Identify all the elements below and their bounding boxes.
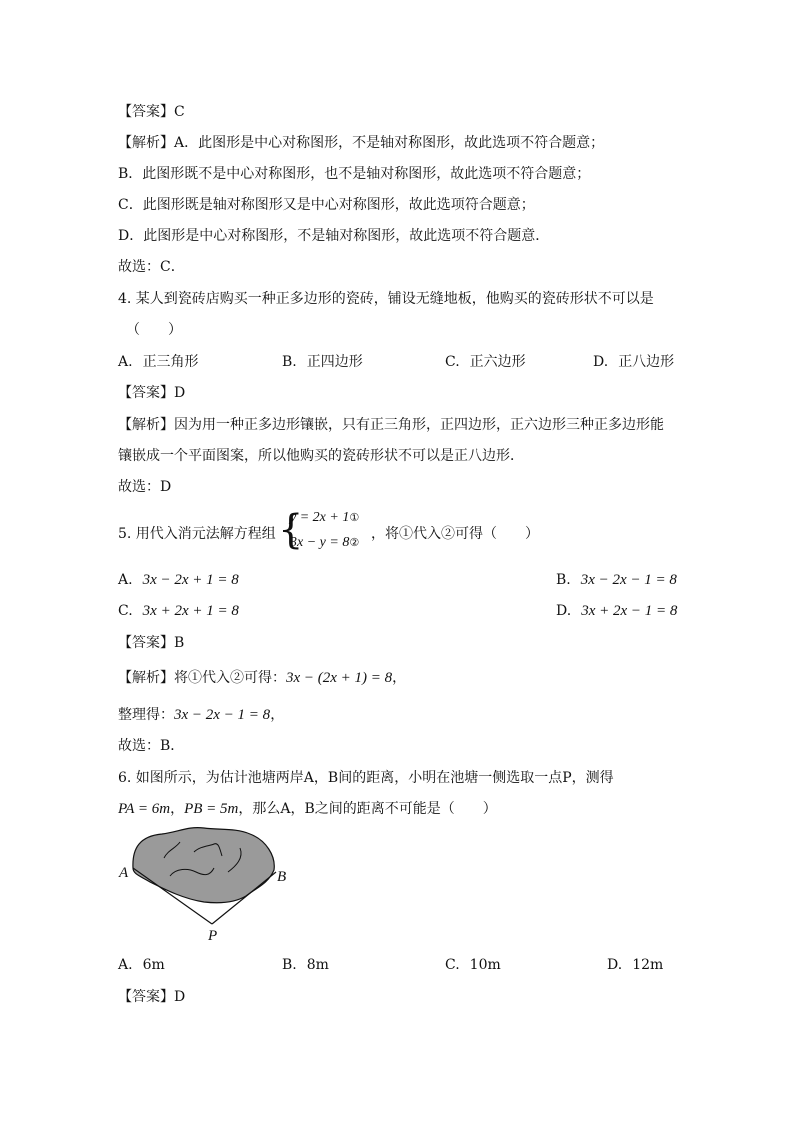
option-label: B. [282,957,297,973]
option-equation: 3x − 2x + 1 = 8 [142,572,239,588]
simplify-suffix: ， [270,707,285,723]
q6-stem-1: 6. 如图所示，为估计池塘两岸A，B间的距离，小明在池塘一侧选取一点P，测得 [118,770,614,786]
label-a: A [119,865,129,881]
q6-option-c [445,956,501,974]
q6-option-a [118,956,165,974]
q4-choose: 故选：D [118,479,172,495]
q4-paren: （ ） [126,322,182,338]
analysis-suffix: ， [392,670,407,686]
option-text: 10m [469,957,501,973]
option-label: A. [118,354,133,370]
option-label: D. [607,957,623,973]
label-b: B [277,869,287,885]
option-equation: 3x + 2x − 1 = 8 [581,603,678,619]
option-label: B. [556,572,571,588]
option-label: A. [118,572,133,588]
simplify-equation: 3x − 2x − 1 = 8 [174,707,271,723]
q3-analysis-a: 【解析】A．此图形是中心对称图形，不是轴对称图形，故此选项不符合题意； [118,135,605,151]
pa-equation: PA = 6m [118,801,171,817]
q6-option-d [607,956,663,974]
option-label: C. [445,957,460,973]
option-text: 正六边形 [469,354,526,370]
q6-answer: 【答案】D [118,989,186,1005]
option-label: C. [118,603,133,619]
label-p: P [208,928,218,944]
option-label: D. [593,354,609,370]
q6-option-b [282,956,329,974]
q3-choose: 故选：C． [118,259,185,275]
option-label: D. [556,603,572,619]
simplify-prefix: 整理得： [118,707,174,723]
option-equation: 3x + 2x + 1 = 8 [142,603,239,619]
option-text: 正四边形 [306,354,363,370]
option-text: 正三角形 [142,354,199,370]
stem-separator: ， [170,801,185,817]
circled-number: ① [349,511,360,524]
q4-answer: 【答案】D [118,385,186,401]
option-label: C. [445,354,460,370]
q4-stem: 4. 某人到瓷砖店购买一种正多边形的瓷砖，铺设无缝地板，他购买的瓷砖形状不可以是 [118,291,654,307]
q4-analysis-1: 【解析】因为用一种正多边形镶嵌，只有正三角形，正四边形，正六边形三种正多边形能 [118,417,664,433]
stem-tail: ，那么A，B之间的距离不可能是（ ） [238,801,497,817]
option-text: 正八边形 [618,354,675,370]
analysis-equation: 3x − (2x + 1) = 8 [286,670,393,686]
option-text: 12m [632,957,664,973]
q5-choose: 故选：B． [118,738,185,754]
q3-analysis-b: B．此图形既不是中心对称图形，也不是轴对称图形，故此选项不符合题意； [118,166,591,182]
equation-brace: { [278,507,304,553]
q5-stem-prefix: 5. 用代入消元法解方程组 [118,526,276,542]
analysis-prefix: 【解析】将①代入②可得： [118,670,286,686]
option-text: 8m [306,957,329,973]
q5-answer: 【答案】B [118,635,185,651]
option-equation: 3x − 2x − 1 = 8 [580,572,677,588]
option-label: B. [282,354,297,370]
q4-analysis-2: 镶嵌成一个平面图案，所以他购买的瓷砖形状不可以是正八边形． [118,448,524,464]
q5-stem-suffix: ，将①代入②可得（ ） [371,526,539,542]
q3-answer: 【答案】C [118,104,185,120]
equation-text: 3x − y = 8 [290,535,350,550]
option-label: A. [118,957,133,973]
equation-text: y = 2x + 1 [290,510,350,525]
pond-shape [133,828,274,903]
circled-number: ② [349,536,360,549]
option-text: 6m [142,957,165,973]
pb-equation: PB = 5m [184,801,239,817]
q3-analysis-c: C．此图形既是轴对称图形又是中心对称图形，故此选项符合题意； [118,197,535,213]
q3-analysis-d: D．此图形是中心对称图形，不是轴对称图形，故此选项不符合题意． [118,228,550,244]
